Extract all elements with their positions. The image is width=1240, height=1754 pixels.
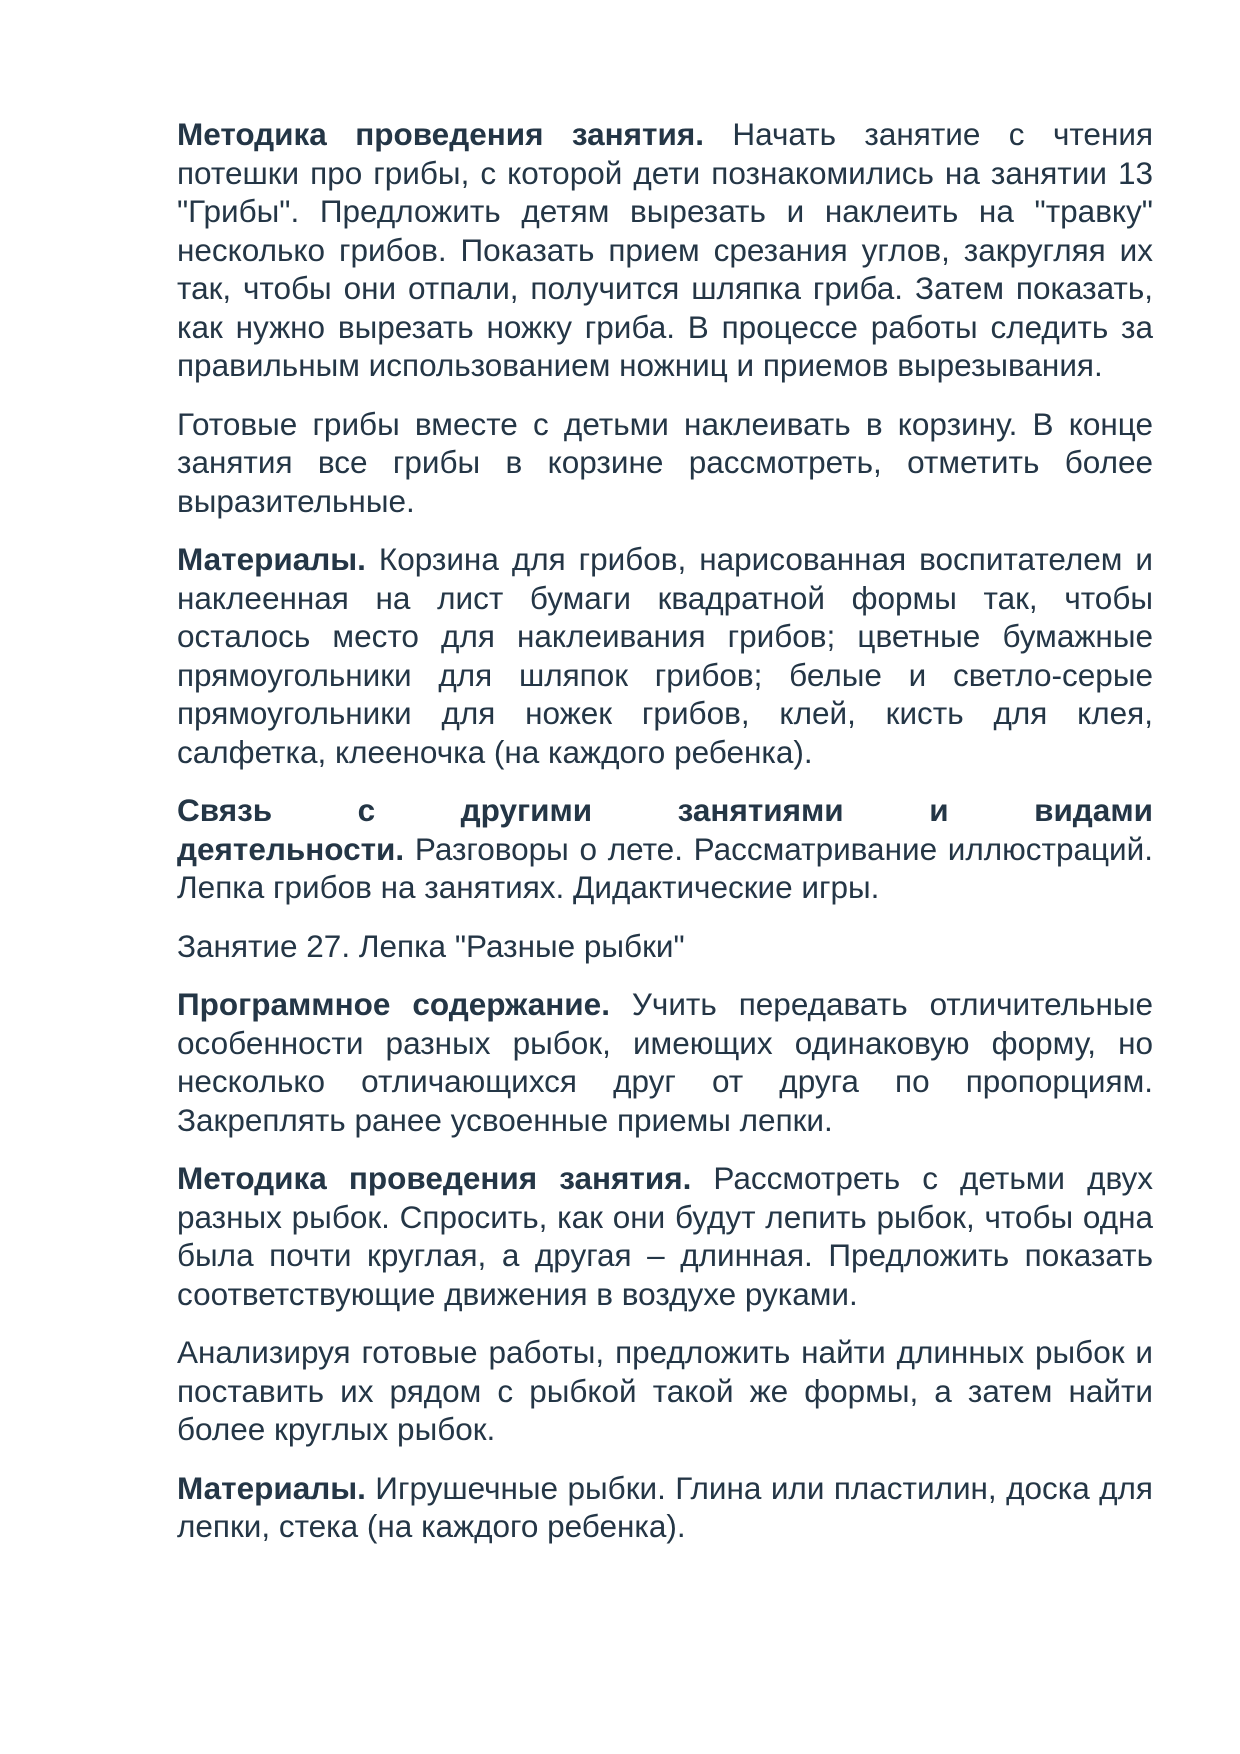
paragraph-program-content <box>177 985 1153 1139</box>
lesson-title-text: Занятие 27. Лепка "Разные рыбки" <box>177 927 685 964</box>
paragraph-heading: Методика проведения занятия. <box>177 116 704 152</box>
paragraph-heading-continued: деятельности. <box>177 830 405 867</box>
paragraph-text: Рассмотреть с детьми двух разных рыбок. Спросить, как они будут лепить рыбок, чтобы одна была почти круглая, а другая – длинная. Предложить показать соответствующие движения в воздухе руками. <box>177 1160 1153 1312</box>
paragraph-heading: Программное содержание. <box>177 986 610 1022</box>
paragraph-lesson-method <box>177 115 1153 385</box>
paragraph-materials <box>177 540 1153 771</box>
paragraph-heading: Методика проведения занятия. <box>177 1160 692 1196</box>
paragraph-materials-2 <box>177 1469 1153 1546</box>
paragraph-heading: Материалы. <box>177 541 366 577</box>
paragraph-text: Игрушечные рыбки. Глина или пластилин, доска для лепки, стека (на каждого ребенка). <box>177 1469 1153 1544</box>
paragraph-connections <box>177 791 1153 907</box>
paragraph-text: Корзина для грибов, нарисованная воспитателем и наклеенная на лист бумаги квадратной формы так, чтобы осталось место для наклеивания грибов; цветные бумажные прямоугольники для шляпок грибов; белые и светло-серые прямоугольники для ножек грибов, клей, кисть для клея, салфетка, клееночка (на каждого ребенка). <box>177 541 1153 770</box>
paragraph-ready-mushrooms <box>177 405 1153 521</box>
lesson-title <box>177 927 1153 966</box>
document-page <box>177 115 1153 1566</box>
paragraph-lesson-method-2 <box>177 1159 1153 1313</box>
paragraph-text: Учить передавать отличительные особенности разных рыбок, имеющих одинаковую форму, но несколько отличающихся друг от друга по пропорциям. Закреплять ранее усвоенные приемы лепки. <box>177 986 1154 1138</box>
paragraph-text: Анализируя готовые работы, предложить найти длинных рыбок и поставить их рядом с рыбкой такой же формы, а затем найти более круглых рыбок. <box>177 1334 1153 1447</box>
paragraph-analysis <box>177 1333 1153 1449</box>
paragraph-text: Разговоры о лете. Рассматривание иллюстраций. Лепка грибов на занятиях. Дидактические игры. <box>177 830 1153 905</box>
paragraph-text: Начать занятие с чтения потешки про грибы, с которой дети познакомились на занятии 13 "Грибы". Предложить детям вырезать и наклеить на "травку" несколько грибов. Показать прием срезания углов, закругляя их так, чтобы они отпали, получится шляпка гриба. Затем показать, как нужно вырезать ножку гриба. В процессе работы следить за правильным использованием ножниц и приемов вырезывания. <box>177 116 1153 383</box>
paragraph-heading: Связь с другими занятиями и видами <box>177 792 1153 828</box>
paragraph-heading: Материалы. <box>177 1469 366 1506</box>
paragraph-text: Готовые грибы вместе с детьми наклеивать в корзину. В конце занятия все грибы в корзине рассмотреть, отметить более выразительные. <box>177 405 1153 519</box>
